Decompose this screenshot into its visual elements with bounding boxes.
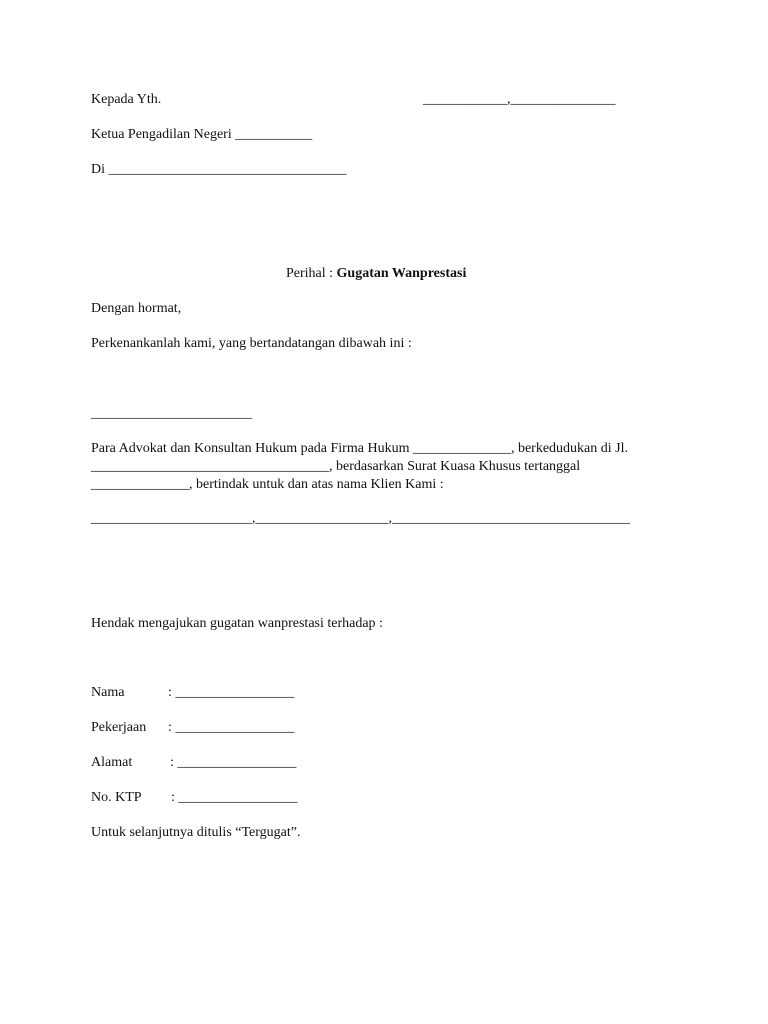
field-value-pekerjaan: : _________________ — [168, 720, 295, 735]
client-blanks: _______________________,___________________,__________________________________ — [91, 511, 630, 526]
subject-title: Gugatan Wanprestasi — [336, 266, 467, 281]
field-label-alamat: Alamat — [91, 755, 133, 770]
field-value-ktp: : _________________ — [171, 790, 298, 805]
place-date-blank: ____________,_______________ — [423, 92, 616, 107]
intro-text: Perkenankanlah kami, yang bertandatangan dibawah ini : — [91, 336, 412, 351]
court-line: Ketua Pengadilan Negeri ___________ — [91, 127, 313, 142]
advocate-line-1: Para Advokat dan Konsultan Hukum pada Firma Hukum ______________, berkedudukan di Jl. — [91, 441, 628, 456]
subject-prefix: Perihal : — [286, 266, 337, 281]
claim-intro: Hendak mengajukan gugatan wanprestasi terhadap : — [91, 616, 383, 631]
defendant-alias: Untuk selanjutnya ditulis “Tergugat”. — [91, 825, 301, 840]
field-label-pekerjaan: Pekerjaan — [91, 720, 147, 735]
advocate-line-2: __________________________________, berdasarkan Surat Kuasa Khusus tertanggal — [91, 459, 581, 474]
recipient-label: Kepada Yth. — [91, 92, 162, 107]
advocate-line-3: ______________, bertindak untuk dan atas nama Klien Kami : — [91, 477, 444, 492]
field-value-nama: : _________________ — [168, 685, 295, 700]
subject-line — [286, 265, 466, 283]
field-label-ktp: No. KTP — [91, 790, 142, 805]
salutation: Dengan hormat, — [91, 301, 182, 316]
location-line: Di __________________________________ — [91, 162, 347, 177]
field-label-nama: Nama — [91, 685, 125, 700]
signatory-blank: _______________________ — [91, 406, 252, 421]
field-value-alamat: : _________________ — [170, 755, 297, 770]
